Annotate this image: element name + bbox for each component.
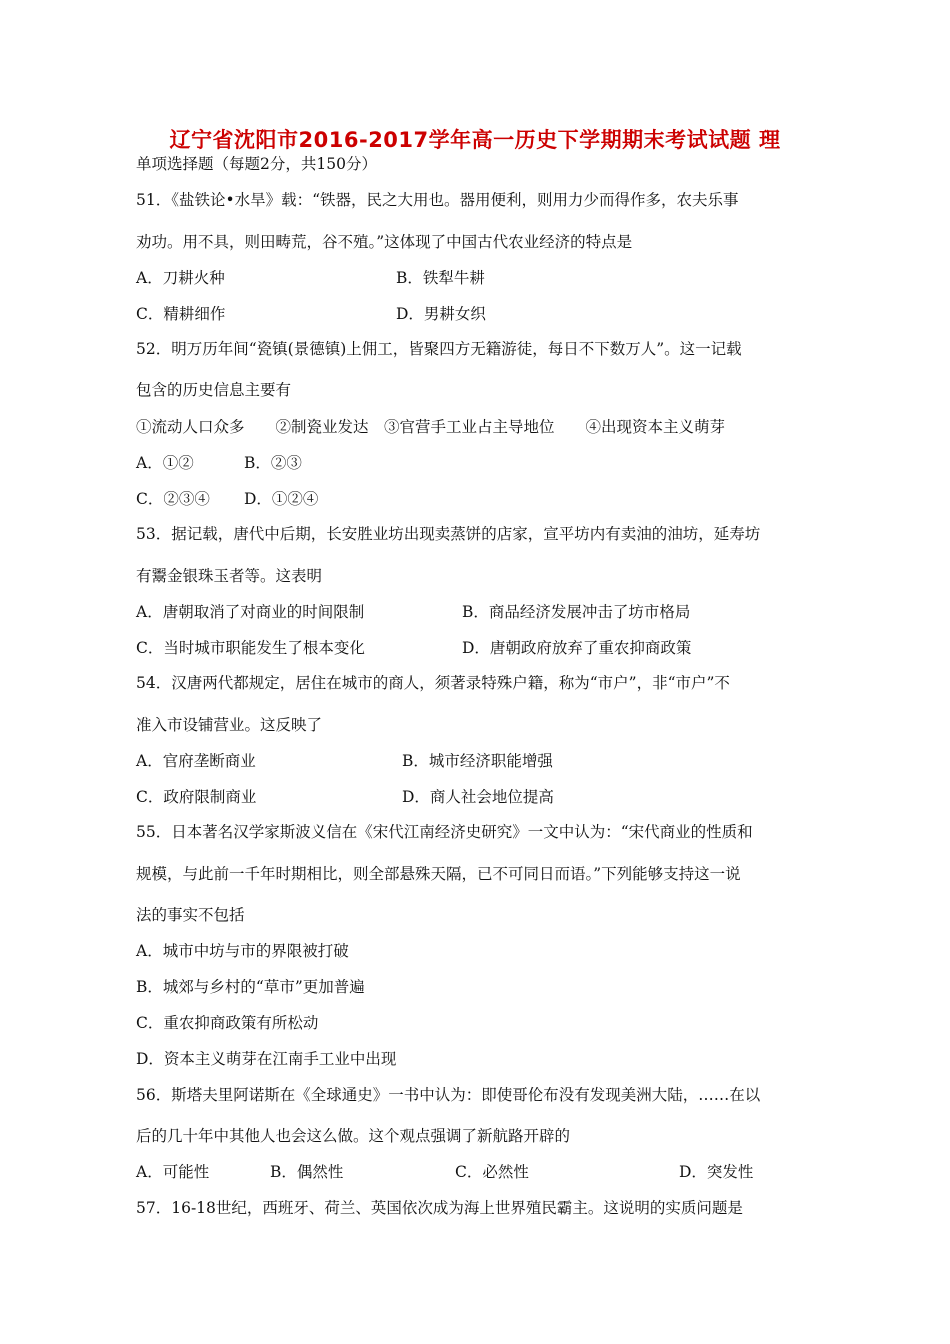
question-52-option-b: B．②③: [244, 454, 302, 472]
question-52-option-a: A．①②: [136, 454, 194, 472]
question-53-option-c: C．当时城市职能发生了根本变化: [136, 639, 365, 657]
question-54-option-a: A．官府垄断商业: [136, 752, 256, 770]
question-54-option-b: B．城市经济职能增强: [402, 752, 553, 770]
question-54-option-c: C．政府限制商业: [136, 788, 257, 806]
question-54-stem-1: 54．汉唐两代都规定，居住在城市的商人，须著录特殊户籍，称为“市户”，非“市户”不: [136, 674, 730, 692]
question-51-stem-2: 劝功。用不具，则田畴荒，谷不殖。”这体现了中国古代农业经济的特点是: [136, 233, 633, 251]
question-56-stem-1: 56．斯塔夫里阿诺斯在《全球通史》一书中认为：即使哥伦布没有发现美洲大陆，……在以: [136, 1086, 761, 1104]
question-57-stem-1: 57．16-18世纪，西班牙、荷兰、英国依次成为海上世界殖民霸主。这说明的实质问题是: [136, 1199, 743, 1217]
question-55-option-c: C．重农抑商政策有所松动: [136, 1014, 319, 1032]
exam-title: 辽宁省沈阳市2016-2017学年高一历史下学期期末考试试题 理: [169, 128, 781, 152]
question-52-items: ①流动人口众多 ②制瓷业发达 ③官营手工业占主导地位 ④出现资本主义萌芽: [136, 418, 726, 436]
question-55-stem-2: 规模，与此前一千年时期相比，则全部悬殊天隔，已不可同日而语。”下列能够支持这一说: [136, 865, 741, 883]
question-56-option-a: A．可能性: [136, 1163, 210, 1181]
question-51-option-a: A．刀耕火种: [136, 269, 225, 287]
question-53-option-d: D．唐朝政府放弃了重农抑商政策: [462, 639, 692, 657]
question-52-stem-1: 52．明万历年间“瓷镇(景德镇)上佣工，皆聚四方无籍游徒，每日不下数万人”。这一记载: [136, 340, 742, 358]
question-56-stem-2: 后的几十年中其他人也会这么做。这个观点强调了新航路开辟的: [136, 1127, 571, 1145]
question-51-option-d: D．男耕女织: [396, 305, 486, 323]
question-51-stem-1: 51．《盐铁论•水旱》载：“铁器，民之大用也。器用便利，则用力少而得作多，农夫乐事: [136, 191, 739, 209]
question-53-option-b: B．商品经济发展冲击了坊市格局: [462, 603, 691, 621]
question-52-option-c: C．②③④: [136, 490, 210, 508]
section-heading: 单项选择题（每题2分，共150分）: [136, 155, 377, 173]
question-56-option-d: D．突发性: [679, 1163, 754, 1181]
question-54-option-d: D．商人社会地位提高: [402, 788, 554, 806]
question-52-stem-2: 包含的历史信息主要有: [136, 381, 292, 399]
question-55-stem-3: 法的事实不包括: [136, 906, 245, 924]
question-51-option-c: C．精耕细作: [136, 305, 226, 323]
question-56-option-c: C．必然性: [455, 1163, 529, 1181]
question-55-option-d: D．资本主义萌芽在江南手工业中出现: [136, 1050, 397, 1068]
question-52-option-d: D．①②④: [244, 490, 319, 508]
question-55-option-a: A．城市中坊与市的界限被打破: [136, 942, 349, 960]
question-55-stem-1: 55．日本著名汉学家斯波义信在《宋代江南经济史研究》一文中认为：“宋代商业的性质和: [136, 823, 753, 841]
question-51-option-b: B．铁犁牛耕: [396, 269, 485, 287]
question-53-stem-1: 53．据记载，唐代中后期，长安胜业坊出现卖蒸饼的店家，宣平坊内有卖油的油坊，延寿坊: [136, 525, 761, 543]
question-54-stem-2: 准入市设铺营业。这反映了: [136, 716, 323, 734]
question-53-stem-2: 有鬻金银珠玉者等。这表明: [136, 567, 323, 585]
question-53-option-a: A．唐朝取消了对商业的时间限制: [136, 603, 365, 621]
question-56-option-b: B．偶然性: [270, 1163, 344, 1181]
question-55-option-b: B．城郊与乡村的“草市”更加普遍: [136, 978, 365, 996]
